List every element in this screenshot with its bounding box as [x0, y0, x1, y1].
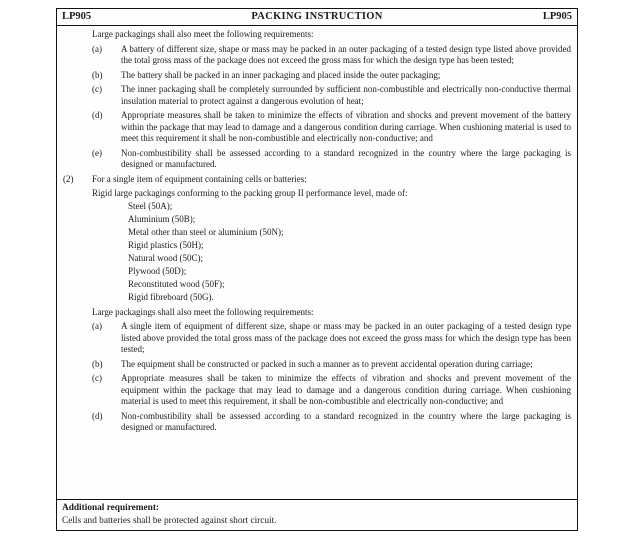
section2-intro: For a single item of equipment containing cells or batteries: — [92, 173, 307, 184]
list-item — [92, 321, 571, 356]
list-item — [92, 110, 571, 145]
list-item — [92, 359, 571, 371]
list-item — [92, 44, 571, 67]
header-code-right: LP905 — [542, 11, 572, 22]
material-item: Metal other than steel or aluminium (50N); — [128, 227, 284, 237]
item-text: The battery shall be packed in an inner packaging and placed inside the outer packaging; — [121, 69, 441, 80]
section2-content — [92, 174, 571, 434]
item-text: A battery of different size, shape or mass may be packed in an outer packaging of a tested design type listed above provided the total gross mass of the package does not exceed the gross mass for which the design type has been tested; — [121, 43, 571, 65]
item-text: The inner packaging shall be completely surrounded by sufficient non-combustible and electrically non-conductive thermal insulation material to protect against a dangerous evolution of heat; — [121, 84, 571, 106]
item-marker: (d) — [92, 410, 103, 421]
materials-list — [128, 201, 571, 304]
material-item: Plywood (50D); — [128, 266, 187, 276]
item-marker: (b) — [92, 69, 103, 80]
section2-requirements-intro: Large packagings shall also meet the following requirements: — [92, 306, 314, 317]
additional-requirement-label: Additional requirement: — [62, 503, 160, 513]
header-code-left: LP905 — [62, 11, 92, 22]
material-item: Rigid plastics (50H); — [128, 240, 204, 250]
material-item: Aluminium (50B); — [128, 214, 196, 224]
section-1 — [92, 29, 571, 171]
item-text: A single item of equipment of different size, shape or mass may be packed in an outer packaging of a tested design type listed above provided the total gross mass of the package does not exceed the gross mass for which the design type has been tested; — [121, 321, 571, 354]
item-marker: (e) — [92, 147, 102, 158]
list-item — [92, 84, 571, 107]
item-marker: (d) — [92, 110, 103, 120]
additional-requirement-text: Cells and batteries shall be protected against short circuit. — [62, 515, 277, 526]
table-header-row — [57, 9, 577, 26]
item-text: Non-combustibility shall be assessed according to a standard recognized in the country where the large packaging is designed or manufactured. — [121, 410, 571, 432]
list-item — [92, 70, 571, 82]
item-text: The equipment shall be constructed or packed in such a manner as to prevent accidental operation during carriage; — [121, 358, 533, 369]
material-item: Steel (50A); — [128, 201, 173, 211]
material-item: Rigid fibreboard (50G). — [128, 292, 214, 302]
list-item — [92, 373, 571, 408]
item-text: Appropriate measures shall be taken to minimize the effects of vibration and shocks and prevent movement of the battery within the package that may lead to damage and a dangerous condition during carriage. When cushioning material is used to meet this requirement it shall be non-combustible and electrically non-conductive; and — [121, 110, 571, 143]
item-text: Appropriate measures shall be taken to minimize the effects of vibration and shocks and prevent movement of the equipment within the package that may lead to damage and a dangerous condition during carriage. When cushioning material is used to meet this requirement, it shall be non-combustible and electrically non-conductive; and — [121, 373, 571, 406]
section2-marker: (2) — [63, 173, 74, 184]
item-text: Non-combustibility shall be assessed according to a standard recognized in the country where the large packaging is designed or manufactured. — [121, 147, 571, 169]
instruction-body-cell — [57, 26, 577, 499]
rigid-packagings-intro: Rigid large packagings conforming to the packing group II performance level, made of: — [92, 188, 408, 198]
section1-intro: Large packagings shall also meet the following requirements: — [92, 29, 314, 39]
material-item: Reconstituted wood (50F); — [128, 279, 225, 289]
item-marker: (a) — [92, 321, 102, 331]
item-marker: (c) — [92, 84, 102, 94]
list-item — [92, 411, 571, 434]
item-marker: (a) — [92, 43, 102, 54]
packing-instruction-table — [56, 8, 578, 531]
additional-requirement-section — [57, 499, 577, 530]
section-2 — [63, 174, 571, 434]
list-item — [92, 148, 571, 171]
item-marker: (b) — [92, 358, 103, 369]
material-item: Natural wood (50C); — [128, 253, 203, 263]
page-title: PACKING INSTRUCTION — [251, 11, 383, 22]
item-marker: (c) — [92, 373, 102, 383]
